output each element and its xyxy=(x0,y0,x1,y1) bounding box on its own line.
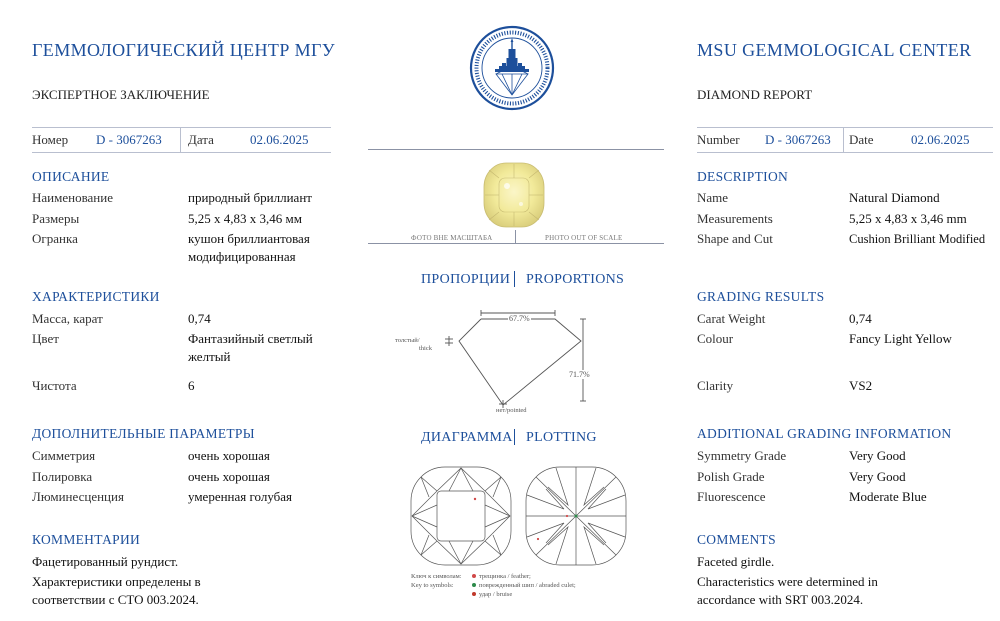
ru-fluorescence-value: умеренная голубая xyxy=(188,489,293,504)
ru-measurements-value: 5,25 х 4,83 х 3,46 мм xyxy=(188,211,302,226)
en-measurements-label: Measurements xyxy=(697,211,773,226)
key-label-ru: Ключ к символам: xyxy=(411,573,462,580)
en-comments-heading: COMMENTS xyxy=(697,532,776,547)
key-item-bruise: удар / bruise xyxy=(479,591,513,598)
en-date-value: 02.06.2025 xyxy=(911,132,970,147)
ru-center-title: ГЕММОЛОГИЧЕСКИЙ ЦЕНТР МГУ xyxy=(32,40,335,60)
ru-comment-line-1: Фацетированный рундист. xyxy=(32,554,179,569)
ru-carat-value: 0,74 xyxy=(188,311,211,326)
culet-label: нет/pointed xyxy=(496,407,527,414)
proportions-diagram xyxy=(395,305,605,417)
photo-caption-en: PHOTO OUT OF SCALE xyxy=(545,234,623,242)
en-fluorescence-value: Moderate Blue xyxy=(849,489,927,504)
ru-grading-heading: ХАРАКТЕРИСТИКИ xyxy=(32,289,160,304)
ru-report-title: ЭКСПЕРТНОЕ ЗАКЛЮЧЕНИЕ xyxy=(32,87,210,102)
ru-date-label: Дата xyxy=(188,132,214,147)
en-number-top-rule xyxy=(697,127,993,128)
ru-polish-value: очень хорошая xyxy=(188,469,270,484)
ru-number-divider xyxy=(180,127,181,153)
en-colour-label: Colour xyxy=(697,331,734,346)
en-description-heading: DESCRIPTION xyxy=(697,169,789,184)
ru-cut-label: Огранка xyxy=(32,231,78,246)
en-clarity-label: Clarity xyxy=(697,378,734,393)
en-report-title: DIAMOND REPORT xyxy=(697,87,813,102)
photo-caption-divider xyxy=(515,230,516,243)
en-center-title: MSU GEMMOLOGICAL CENTER xyxy=(697,40,972,60)
ru-additional-heading: ДОПОЛНИТЕЛЬНЫЕ ПАРАМЕТРЫ xyxy=(32,426,255,441)
ru-colour-label: Цвет xyxy=(32,331,59,346)
ru-symmetry-label: Симметрия xyxy=(32,448,96,463)
plotting-heading-en: PLOTTING xyxy=(526,430,597,445)
cushion-diamond-photo xyxy=(481,160,547,230)
ru-measurements-label: Размеры xyxy=(32,211,80,226)
ru-cut-value: кушон бриллиантовая модифицированная xyxy=(188,231,310,264)
en-clarity-value: VS2 xyxy=(849,378,873,393)
en-polish-label: Polish Grade xyxy=(697,469,765,484)
en-name-label: Name xyxy=(697,190,729,205)
girdle-label-en: thick xyxy=(419,345,432,352)
plot-crown-view xyxy=(409,465,513,567)
en-cut-value: Cushion Brilliant Modified xyxy=(849,232,986,246)
proportions-heading-ru: ПРОПОРЦИИ xyxy=(421,272,511,287)
proportions-heading-divider xyxy=(514,271,515,287)
ru-colour-value: Фантазийный светлый желтый xyxy=(188,331,313,364)
proportions-heading-en: PROPORTIONS xyxy=(526,272,625,287)
ru-number-top-rule xyxy=(32,127,331,128)
en-measurements-value: 5,25 x 4,83 x 3,46 mm xyxy=(849,211,967,226)
plotting-heading-ru: ДИАГРАММА xyxy=(421,430,513,445)
en-colour-value: Fancy Light Yellow xyxy=(849,331,952,346)
en-number-divider xyxy=(843,127,844,153)
ru-name-label: Наименование xyxy=(32,190,113,205)
ru-fluorescence-label: Люминесценция xyxy=(32,489,124,504)
ru-name-value: природный бриллиант xyxy=(188,190,312,205)
en-number-label: Number xyxy=(697,132,740,147)
en-comment-line-2: Characteristics were determined in accordance with SRT 003.2024. xyxy=(697,574,878,607)
key-item-feather: трещинка / feather; xyxy=(479,573,531,580)
msu-gemmological-seal-icon xyxy=(469,25,555,111)
ru-clarity-label: Чистота xyxy=(32,378,77,393)
ru-clarity-value: 6 xyxy=(188,378,195,393)
en-fluorescence-label: Fluorescence xyxy=(697,489,766,504)
ru-symmetry-value: очень хорошая xyxy=(188,448,270,463)
en-name-value: Natural Diamond xyxy=(849,190,940,205)
en-additional-heading: ADDITIONAL GRADING INFORMATION xyxy=(697,426,952,441)
en-cut-label: Shape and Cut xyxy=(697,231,773,246)
key-symbol-feather xyxy=(472,574,476,578)
photo-caption-rule xyxy=(368,243,664,244)
en-carat-value: 0,74 xyxy=(849,311,872,326)
girdle-label-ru: толстый/ xyxy=(395,337,420,344)
en-carat-label: Carat Weight xyxy=(697,311,766,326)
plot-pavilion-view xyxy=(524,465,628,567)
plotting-heading-divider xyxy=(514,429,515,445)
key-label-en: Key to symbols: xyxy=(411,582,454,589)
en-symmetry-value: Very Good xyxy=(849,448,906,463)
en-grading-heading: GRADING RESULTS xyxy=(697,289,825,304)
ru-description-heading: ОПИСАНИЕ xyxy=(32,169,110,184)
en-number-value: D - 3067263 xyxy=(765,132,831,147)
en-comment-line-1: Faceted girdle. xyxy=(697,554,775,569)
ru-comments-heading: КОММЕНТАРИИ xyxy=(32,532,141,547)
en-polish-value: Very Good xyxy=(849,469,906,484)
ru-date-value: 02.06.2025 xyxy=(250,132,309,147)
en-date-label: Date xyxy=(849,132,874,147)
depth-percent: 71.7% xyxy=(569,370,590,379)
key-symbol-bruise xyxy=(472,592,476,596)
center-top-rule xyxy=(368,149,664,150)
ru-number-bottom-rule xyxy=(32,152,331,153)
key-symbol-abraded-culet xyxy=(472,583,476,587)
ru-comment-line-2: Характеристики определены в соответствии с СТО 003.2024. xyxy=(32,574,201,607)
en-symmetry-label: Symmetry Grade xyxy=(697,448,787,463)
en-number-bottom-rule xyxy=(697,152,993,153)
ru-polish-label: Полировка xyxy=(32,469,93,484)
photo-caption-ru: ФОТО ВНЕ МАСШТАБА xyxy=(411,234,493,242)
ru-number-label: Номер xyxy=(32,132,69,147)
key-item-abraded-culet: поврежденный шип / abraded culet; xyxy=(479,582,576,589)
ru-number-value: D - 3067263 xyxy=(96,132,162,147)
table-percent: 67.7% xyxy=(509,314,530,323)
ru-carat-label: Масса, карат xyxy=(32,311,103,326)
